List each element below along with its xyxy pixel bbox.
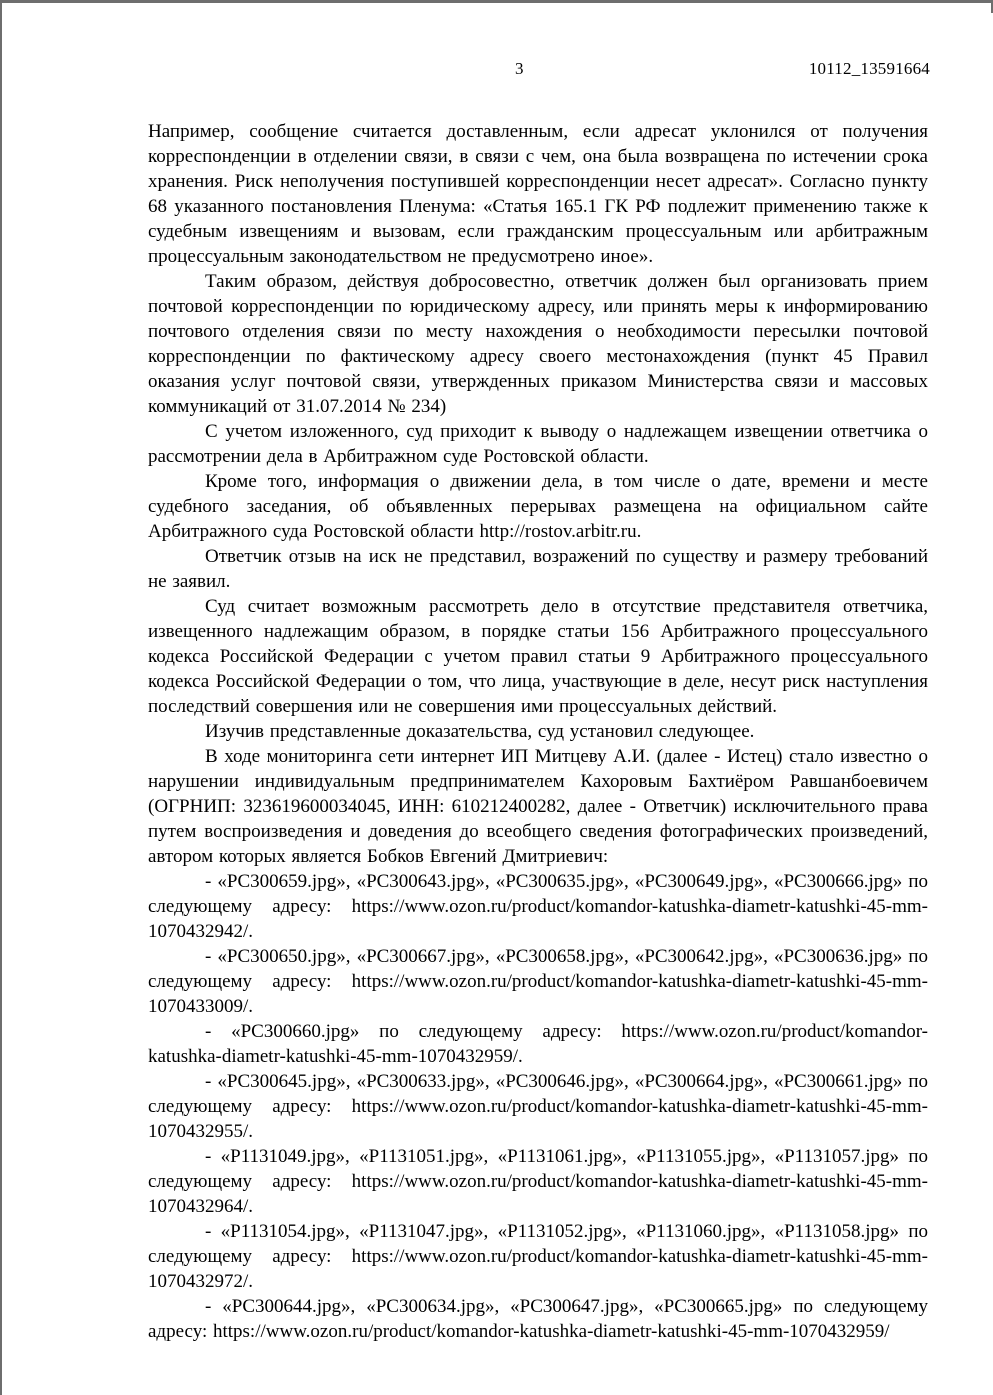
document-code: 10112_13591664 <box>808 59 930 78</box>
page-number: 3 <box>515 59 524 78</box>
page-header <box>2 59 993 83</box>
paragraph-proper-notification: С учетом изложенного, суд приходит к выводу о надлежащем извещении ответчика о рассмотрении дела в Арбитражном суде Ростовской области. <box>148 421 928 467</box>
photo-list-item: - «P1131054.jpg», «P1131047.jpg», «P1131052.jpg», «P1131060.jpg», «P1131058.jpg» по следующему адресу: https://www.ozon.ru/product/komandor-katushka-diametr-katushki-45-mm-1070432972/. <box>148 1221 928 1292</box>
photo-list-item: - «PC300660.jpg» по следующему адресу: https://www.ozon.ru/product/komandor-katushka-diametr-katushki-45-mm-1070432959/. <box>148 1021 928 1067</box>
paragraph-evidence-intro: Изучив представленные доказательства, суд установил следующее. <box>205 721 755 742</box>
paragraph-case-info-website: Кроме того, информация о движении дела, в том числе о дате, времени и месте судебного заседания, об объявленных перерывах размещена на официальном сайте Арбитражного суда Ростовской области http://rostov.arbitr.ru. <box>148 471 928 542</box>
photo-list-item: - «PC300645.jpg», «PC300633.jpg», «PC300646.jpg», «PC300664.jpg», «PC300661.jpg» по следующему адресу: https://www.ozon.ru/product/komandor-katushka-diametr-katushki-45-mm-1070432955/. <box>148 1071 928 1142</box>
paragraph-mail-duty: Таким образом, действуя добросовестно, ответчик должен был организовать прием почтовой корреспонденции по юридическому адресу, или принять меры к информированию почтового отделения связи по месту нахождения о необходимости пересылки почтовой корреспонденции по фактическому адресу своего местонахождения (пункт 45 Правил оказания услуг почтовой связи, утвержденных приказом Министерства связи и массовых коммуникаций от 31.07.2014 № 234) <box>148 271 928 417</box>
photo-list-item: - «PC300650.jpg», «PC300667.jpg», «PC300658.jpg», «PC300642.jpg», «PC300636.jpg» по следующему адресу: https://www.ozon.ru/product/komandor-katushka-diametr-katushki-45-mm-1070433009/. <box>148 946 928 1017</box>
document-body <box>148 119 928 1344</box>
paragraph-infringement-found: В ходе мониторинга сети интернет ИП Митцеву А.И. (далее - Истец) стало известно о нарушении индивидуальным предпринимателем Кахоровым Бахтиёром Равшанбоевичем (ОГРНИП: 323619600034045, ИНН: 610212400282, далее - Ответчик) исключительного права путем воспроизведения и доведения до всеобщего сведения фотографических произведений, автором которых является Бобков Евгений Дмитриевич: <box>148 746 928 867</box>
photo-list-item: - «P1131049.jpg», «P1131051.jpg», «P1131061.jpg», «P1131055.jpg», «P1131057.jpg» по следующему адресу: https://www.ozon.ru/product/komandor-katushka-diametr-katushki-45-mm-1070432964/. <box>148 1146 928 1217</box>
paragraph-no-response: Ответчик отзыв на иск не представил, возражений по существу и размеру требований не заявил. <box>148 546 928 592</box>
paragraph-absence-consideration: Суд считает возможным рассмотреть дело в отсутствие представителя ответчика, извещенного надлежащим образом, в порядке статьи 156 Арбитражного процессуального кодекса Российской Федерации с учетом правил статьи 9 Арбитражного процессуального кодекса Российской Федерации о том, что лица, участвующие в деле, несут риск наступления последствий совершения или не совершения ими процессуальных действий. <box>148 596 928 717</box>
paragraph-delivery-rule: Например, сообщение считается доставленным, если адресат уклонился от получения корреспонденции в отделении связи, в связи с чем, она была возвращена по истечении срока хранения. Риск неполучения поступившей корреспонденции несет адресат». Согласно пункту 68 указанного постановления Пленума: «Статья 165.1 ГК РФ подлежит применению также к судебным извещениям и вызовам, если гражданским процессуальным или арбитражным процессуальным законодательством не предусмотрено иное». <box>148 121 928 267</box>
photo-list-item: - «PC300659.jpg», «PC300643.jpg», «PC300635.jpg», «PC300649.jpg», «PC300666.jpg» по следующему адресу: https://www.ozon.ru/product/komandor-katushka-diametr-katushki-45-mm-1070432942/. <box>148 871 928 942</box>
photo-list-item: - «PC300644.jpg», «PC300634.jpg», «PC300647.jpg», «PC300665.jpg» по следующему адресу: https://www.ozon.ru/product/komandor-katushka-diametr-katushki-45-mm-1070432959/ <box>148 1296 928 1342</box>
